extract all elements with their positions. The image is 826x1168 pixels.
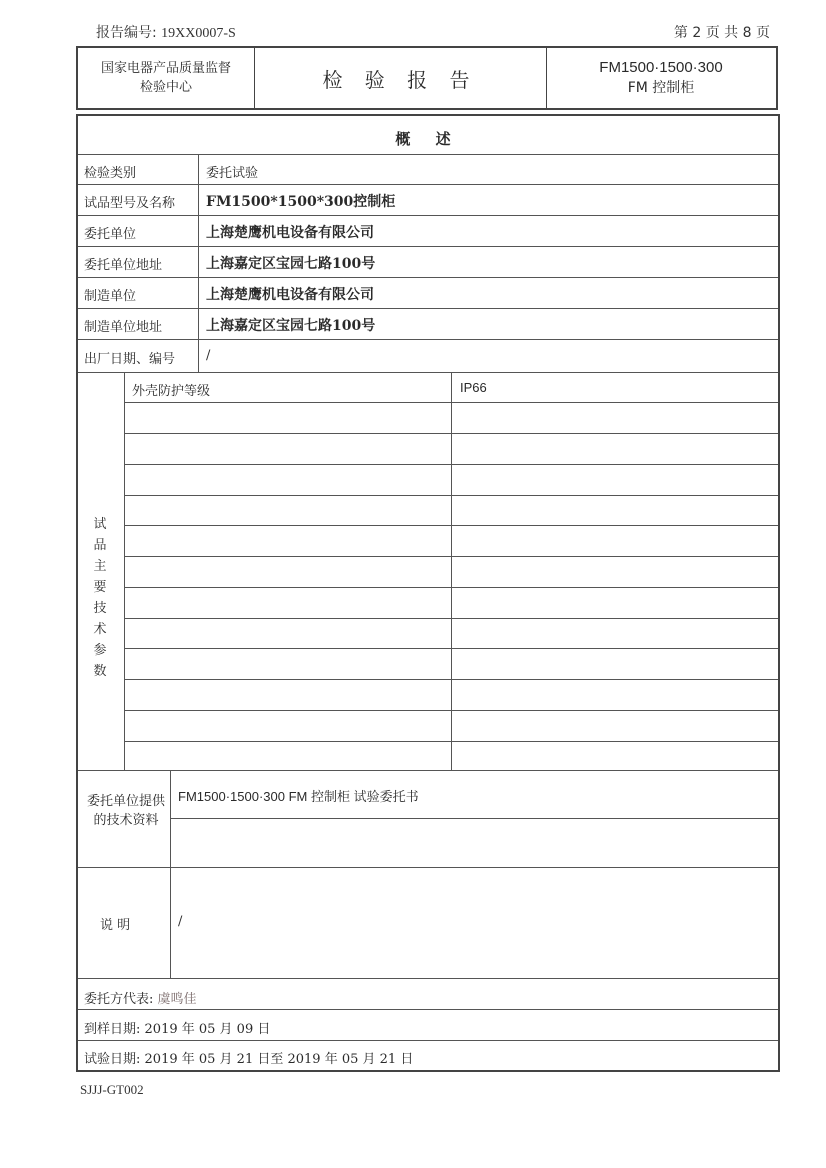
params-group-label: 试品主要技术参数 — [93, 517, 107, 679]
title-block — [76, 46, 778, 110]
row-value-production-date: / — [206, 348, 211, 363]
test-date — [84, 1048, 413, 1067]
row-label-manufacturer-address: 制造单位地址 — [84, 320, 163, 335]
row-label-client: 委托单位 — [84, 227, 137, 242]
row-label-client-address: 委托单位地址 — [84, 258, 163, 273]
org-line-2: 检验中心 — [139, 80, 192, 95]
row-label-manufacturer: 制造单位 — [84, 289, 137, 304]
tech-docs-value: FM1500·1500·300 FM 控制柜 试验委托书 — [178, 789, 419, 804]
report-number-label: 报告编号: — [96, 25, 157, 41]
row-value-test-type: 委托试验 — [206, 166, 259, 181]
tech-docs-label: 委托单位提供的技术资料 — [86, 794, 165, 828]
representative-signature: 虞鸣佳 — [157, 992, 197, 1007]
row-value-manufacturer: 上海楚鹰机电设备有限公司 — [206, 287, 374, 303]
org-line-1: 国家电器产品质量监督 — [100, 61, 231, 76]
row-value-client-address: 上海嘉定区宝园七路100号 — [206, 256, 376, 272]
param-value-ip-rating: IP66 — [460, 380, 487, 395]
issuing-organization — [78, 48, 255, 108]
arrival-date — [84, 1018, 270, 1037]
row-label-production-date: 出厂日期、编号 — [84, 352, 176, 367]
row-label-test-type: 检验类别 — [84, 166, 137, 181]
report-number-value: 19XX0007-S — [161, 26, 236, 41]
row-value-client: 上海楚鹰机电设备有限公司 — [206, 225, 374, 241]
section-title: 概 述 — [395, 130, 461, 148]
model-line-2: FM 控制柜 — [627, 80, 695, 96]
param-name-ip-rating: 外壳防护等级 — [132, 384, 211, 399]
notes-label: 说 明 — [100, 918, 131, 933]
row-value-model-name: FM1500*1500*300控制柜 — [206, 194, 396, 210]
row-value-manufacturer-address: 上海嘉定区宝园七路100号 — [206, 318, 376, 334]
arrival-date-label: 到样日期: — [84, 1022, 141, 1037]
overview-table — [76, 114, 780, 1072]
page-info: 第 2 页 共 8 页 — [673, 25, 770, 41]
test-date-label: 试验日期: — [84, 1052, 141, 1067]
representative-label: 委托方代表: — [84, 992, 154, 1007]
arrival-date-value: 2019 年 05 月 09 日 — [144, 1022, 271, 1037]
model-line-1: FM1500·1500·300 — [599, 59, 723, 76]
report-number — [96, 22, 236, 42]
test-date-value: 2019 年 05 月 21 日至 2019 年 05 月 21 日 — [144, 1052, 414, 1067]
row-label-model-name: 试品型号及名称 — [84, 196, 176, 211]
notes-value: / — [178, 914, 183, 929]
report-title: 检 验 报 告 — [254, 48, 547, 108]
form-code: SJJJ-GT002 — [80, 1082, 144, 1097]
product-model — [546, 48, 776, 108]
representative — [84, 988, 197, 1007]
